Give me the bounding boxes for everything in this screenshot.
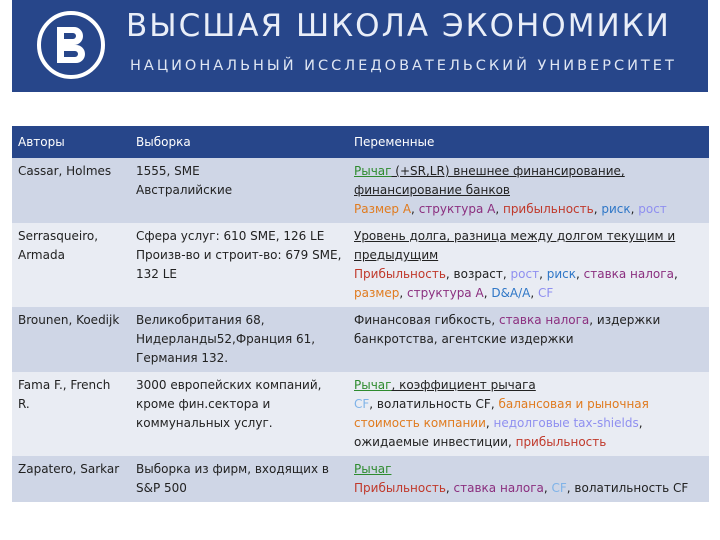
variable-text: , волатильность CF, [369,397,499,411]
authors-cell: Zapatero, Sarkar [12,456,130,502]
variable-text: рост [510,267,540,281]
variable-text: структура А [407,286,484,300]
sample-cell [130,223,348,307]
table-row [12,372,709,456]
column-header-variables: Переменные [348,126,709,158]
sample-line: Великобритания 68, Нидерланды52,Франция 61, Германия 132. [136,313,316,365]
sample-line: 3000 европейских компаний, кроме фин.сектора и коммунальных услуг. [136,378,322,430]
sample-line: 1555, SME [136,164,200,178]
variable-text: Размер А [354,202,412,216]
header-banner [12,0,708,92]
table-body [12,158,709,502]
table-header-row [12,126,709,158]
variable-text: , [673,267,678,281]
university-title: ВЫСШАЯ ШКОЛА ЭКОНОМИКИ [126,8,671,44]
variable-text: рост [638,202,667,216]
variable-text: финансирование банков [354,183,510,197]
variable-text: Рычаг [354,378,392,392]
variable-text: , [495,202,503,216]
variable-text: Уровень долга, разница между долгом текущим и предыдущим [354,229,676,262]
hse-logo-icon [36,10,106,80]
variable-text: , [575,267,584,281]
variable-text: , [543,481,552,495]
variable-text: , [539,267,547,281]
variable-text: CF [551,481,567,495]
variable-text: , [445,481,454,495]
variable-text: ставка налога [583,267,674,281]
variable-text: , [485,416,494,430]
variable-text: , коэффициент рычага [391,378,536,392]
variable-text: Рычаг [354,462,392,476]
sample-line: Сфера услуг: 610 SME, 126 LE [136,229,325,243]
variable-text: , [593,202,602,216]
variables-cell [348,456,709,502]
authors-cell: Cassar, Holmes [12,158,130,223]
variable-text: прибыльность [502,202,594,216]
authors-cell: Fama F., French R. [12,372,130,456]
variable-text: D&A/A [491,286,531,300]
variable-text: , возраст, [445,267,511,281]
variable-text: размер [354,286,400,300]
variable-text: недолговые tax-shields [493,416,639,430]
authors-cell: Serrasqueiro, Armada [12,223,130,307]
table-row [12,158,709,223]
sample-line: Австралийские [136,183,233,197]
variable-text: Рычаг [354,164,392,178]
variable-text: балансовая и рыночная стоимость компании [354,397,649,430]
table-row [12,223,709,307]
variable-text: ставка налога [453,481,544,495]
variable-text: (+SR,LR) внешнее финансирование, [391,164,625,178]
variable-text: , ожидаемые инвестиции, [354,416,643,449]
table-row [12,456,709,502]
variable-text: риск [546,267,576,281]
sample-cell [130,307,348,372]
column-header-sample: Выборка [130,126,348,158]
variables-cell [348,158,709,223]
variable-text: , издержки банкротства, агентские издержки [354,313,661,346]
sample-cell [130,456,348,502]
variable-text: CF [538,286,554,300]
variable-text: , [483,286,492,300]
literature-table [12,126,709,502]
sample-line: Произв-во и строит-во: 679 SME, 132 LE [136,248,342,281]
variable-text: риск [601,202,631,216]
variable-text: CF [354,397,370,411]
variables-cell [348,372,709,456]
variable-text: прибыльность [515,435,607,449]
variable-text: Прибыльность [354,481,446,495]
variable-text: ставка налога [498,313,590,327]
variable-text: , [630,202,639,216]
sample-cell [130,158,348,223]
variable-text: Прибыльность [354,267,446,281]
university-subtitle: НАЦИОНАЛЬНЫЙ ИССЛЕДОВАТЕЛЬСКИЙ УНИВЕРСИТЕТ [130,58,677,74]
variable-text: , волатильность CF [566,481,689,495]
variables-cell [348,307,709,372]
column-header-authors: Авторы [12,126,130,158]
variable-text: , [530,286,539,300]
variable-text: , [411,202,419,216]
sample-line: Выборка из фирм, входящих в S&P 500 [136,462,329,495]
sample-cell [130,372,348,456]
variable-text: , [399,286,408,300]
variables-cell [348,223,709,307]
variable-text: структура А [418,202,496,216]
authors-cell: Brounen, Koedijk [12,307,130,372]
table-row [12,307,709,372]
variable-text: Финансовая гибкость, [354,313,499,327]
